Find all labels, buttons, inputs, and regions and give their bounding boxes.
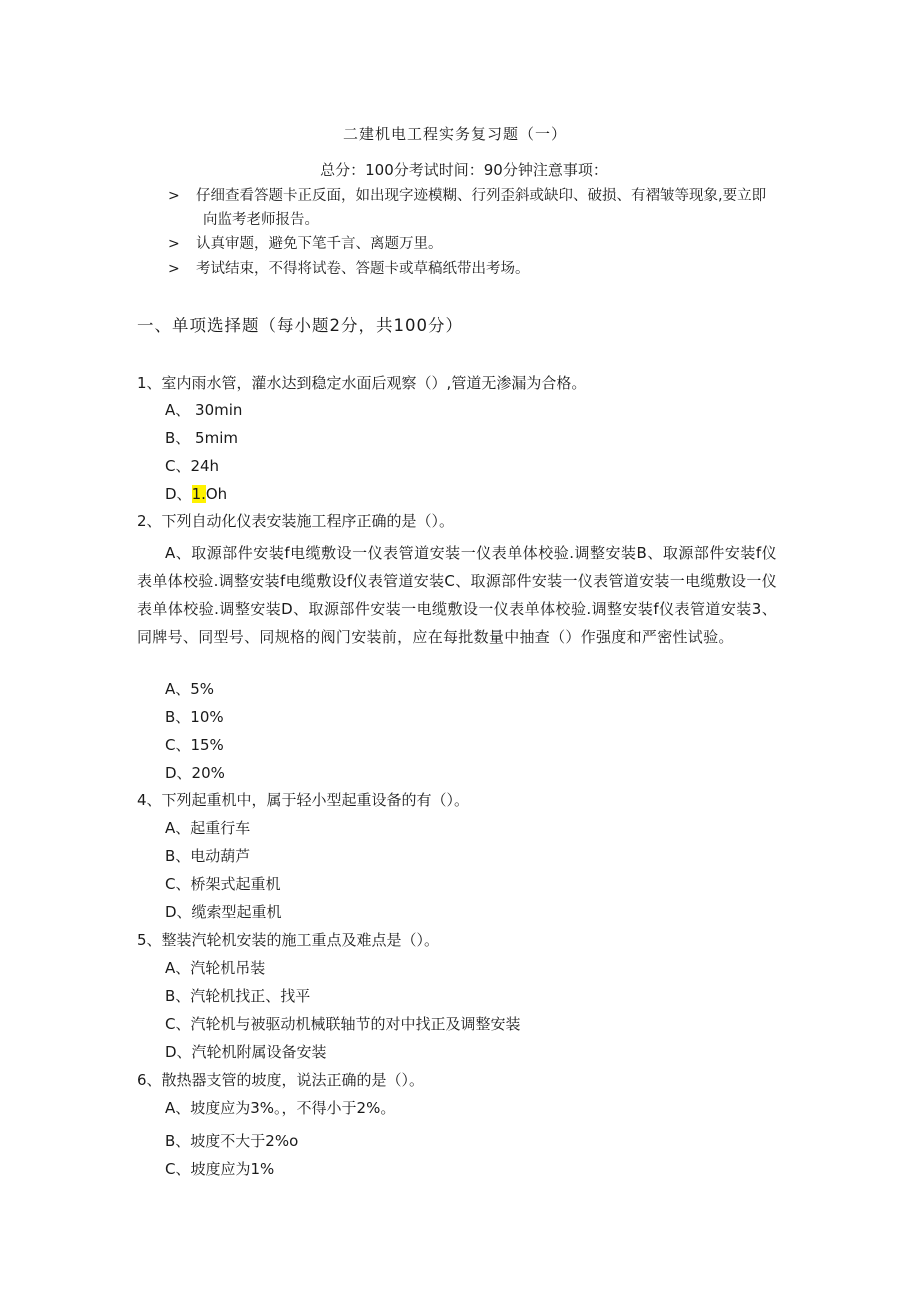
question-paragraph: A、取源部件安装f电缆敷设一仪表管道安装一仪表单体校验.调整安装B、取源部件安装f仪表单体校验.调整安装f电缆敷设f仪表管道安装C、取源部件安装一仪表管道安装一电缆敷设一仪表单体校验.调整安装D、取源部件安装一电缆敷设一仪表单体校验.调整安装f仪表管道安装3、同牌号、同型号、同规格的阀门安装前，应在每批数量中抽查（）作强度和严密性试验。 <box>137 544 777 646</box>
question-stem: 4、下列起重机中，属于轻小型起重设备的有（）。 <box>137 791 470 809</box>
answer-option: C、24h <box>165 457 220 475</box>
option-value: Oh <box>205 485 228 503</box>
answer-option <box>165 484 227 504</box>
highlighted-text: 1. <box>191 485 206 503</box>
note-text: 向监考老师报告。 <box>203 212 319 228</box>
answer-option: B、 5mim <box>165 429 238 447</box>
question-stem: 1、室内雨水管，灌水达到稳定水面后观察（）,管道无渗漏为合格。 <box>137 374 587 392</box>
answer-option: B、汽轮机找正、找平 <box>165 987 311 1005</box>
question-stem: 5、整装汽轮机安装的施工重点及难点是（）。 <box>137 931 440 949</box>
answer-option: A、汽轮机吊装 <box>165 959 266 977</box>
section-heading: 一、单项选择题（每小题2分，共100分） <box>137 316 463 335</box>
question-stem: 2、下列自动化仪表安装施工程序正确的是（）。 <box>137 512 455 530</box>
answer-option: A、 30min <box>165 401 243 419</box>
note-text: 仔细查看答题卡正反面，如出现字迹模糊、行列歪斜或缺印、破损、有褶皱等现象,要立即 <box>196 188 767 204</box>
answer-option: D、20% <box>165 764 225 782</box>
answer-option: A、5% <box>165 680 215 698</box>
answer-option: C、坡度应为1% <box>165 1160 275 1178</box>
note-marker: > <box>168 261 180 277</box>
exam-meta: 总分：100分考试时间：90分钟注意事项： <box>320 161 608 179</box>
answer-option: C、15% <box>165 736 224 754</box>
answer-option: C、桥架式起重机 <box>165 875 281 893</box>
answer-option: A、坡度应为3%。，不得小于2%。 <box>165 1099 396 1117</box>
question-stem: 6、散热器支管的坡度，说法正确的是（）。 <box>137 1071 425 1089</box>
note-marker: > <box>168 236 180 252</box>
answer-option: B、10% <box>165 708 224 726</box>
answer-option: D、缆索型起重机 <box>165 903 282 921</box>
note-marker: > <box>168 188 180 204</box>
answer-option: C、汽轮机与被驱动机械联轴节的对中找正及调整安装 <box>165 1015 521 1033</box>
answer-option: A、起重行车 <box>165 819 251 837</box>
answer-option: B、电动葫芦 <box>165 847 251 865</box>
note-text: 考试结束，不得将试卷、答题卡或草稿纸带出考场。 <box>196 261 530 277</box>
answer-option: B、坡度不大于2%o <box>165 1132 299 1150</box>
option-label: D、 <box>165 485 192 503</box>
document-title: 二建机电工程实务复习题（一） <box>342 125 567 143</box>
answer-option: D、汽轮机附属设备安装 <box>165 1043 327 1061</box>
note-text: 认真审题，避免下笔千言、离题万里。 <box>196 236 443 252</box>
